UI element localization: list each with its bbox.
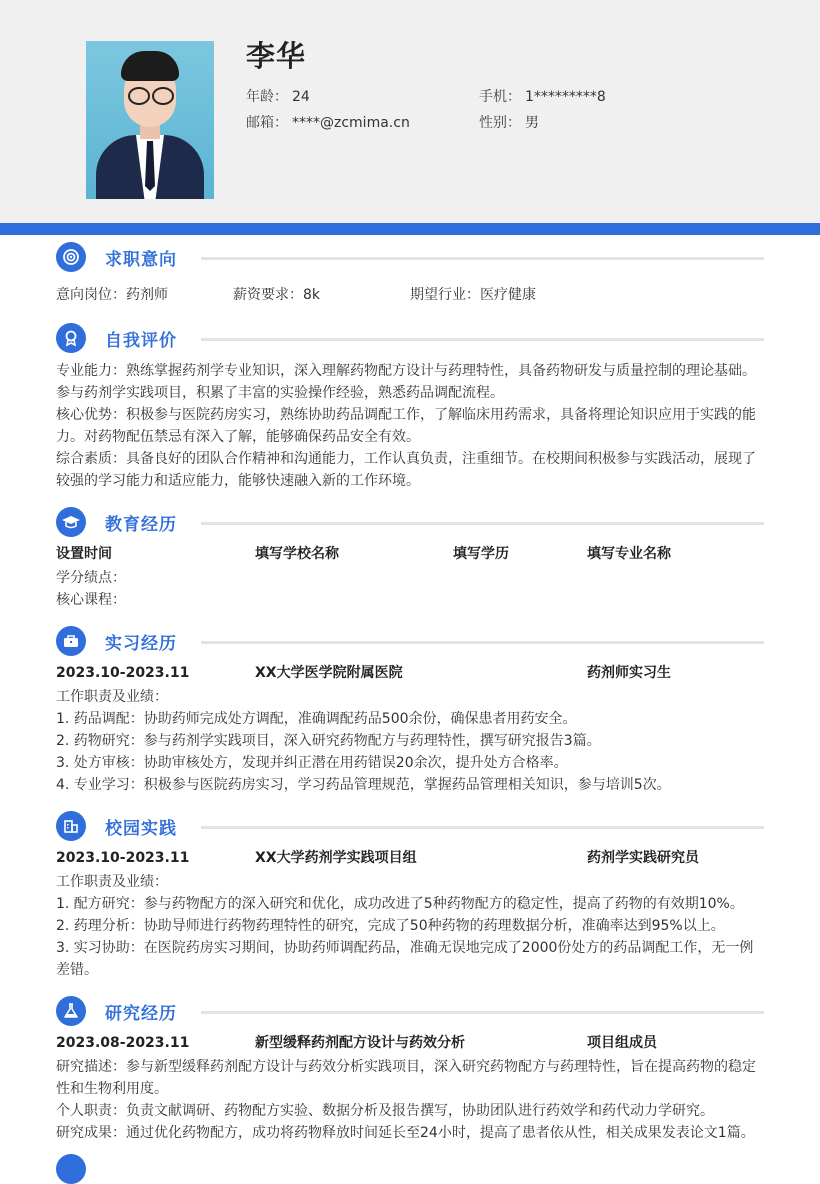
campus-time: 2023.10-2023.11 <box>56 850 190 866</box>
edu-degree: 填写学历 <box>453 546 509 562</box>
email-field: 邮箱： ****@zcmima.cn <box>246 115 410 131</box>
edu-courses: 核心课程： <box>56 592 126 608</box>
intern-role: 药剂师实习生 <box>587 665 671 681</box>
badge-icon <box>56 323 86 353</box>
divider <box>201 338 764 341</box>
building-icon <box>56 811 86 841</box>
campus-item: 1. 配方研究：参与药物配方的深入研究和优化，成功改进了5种药物配方的稳定性，提高了药物的有效期10%。 <box>56 896 744 912</box>
section-title: 实习经历 <box>105 634 177 654</box>
intern-item: 3. 处方审核：协助审核处方，发现并纠正潜在用药错误20余次，提升处方合格率。 <box>56 755 568 771</box>
intern-time: 2023.10-2023.11 <box>56 665 190 681</box>
next-section-icon <box>56 1154 86 1184</box>
intent-industry: 期望行业：医疗健康 <box>410 287 536 303</box>
campus-role: 药剂学实践研究员 <box>587 850 699 866</box>
research-item: 研究描述：参与新型缓释药剂配方设计与药效分析实践项目，深入研究药物配方与药理特性，旨在提高药物的稳定性和生物利用度。 <box>56 1059 756 1097</box>
edu-time: 设置时间 <box>56 546 112 562</box>
section-internship <box>56 626 764 656</box>
campus-org: XX大学药剂学实践项目组 <box>255 850 417 866</box>
section-education <box>56 507 764 537</box>
profile-photo <box>86 41 214 199</box>
profile-header <box>0 0 820 223</box>
campus-item: 2. 药理分析：协助导师进行药物药理特性的研究，完成了50种药物的药理数据分析，准确率达到95%以上。 <box>56 918 725 934</box>
intern-item: 1. 药品调配：协助药师完成处方调配，准确调配药品500余份，确保患者用药安全。 <box>56 711 577 727</box>
intern-item: 4. 专业学习：积极参与医院药房实习，学习药品管理规范，掌握药品管理相关知识，参与培训5次。 <box>56 777 671 793</box>
gender-field: 性别： 男 <box>479 115 539 131</box>
edu-gpa: 学分绩点： <box>56 570 126 586</box>
section-self-eval <box>56 323 764 353</box>
research-item: 研究成果：通过优化药物配方，成功将药物释放时间延长至24小时，提高了患者依从性，相关成果发表论文1篇。 <box>56 1125 755 1141</box>
intent-position: 意向岗位：药剂师 <box>56 287 168 303</box>
research-role: 项目组成员 <box>587 1035 657 1051</box>
briefcase-icon <box>56 626 86 656</box>
target-icon <box>56 242 86 272</box>
section-title: 求职意向 <box>105 250 177 270</box>
self-eval-item: 核心优势：积极参与医院药房实习，熟练协助药品调配工作，了解临床用药需求，具备将理论知识应用于实践的能力。对药物配伍禁忌有深入了解，能够确保药品安全有效。 <box>56 407 756 445</box>
section-title: 自我评价 <box>105 331 177 351</box>
divider <box>201 1011 764 1014</box>
divider <box>201 522 764 525</box>
graduation-cap-icon <box>56 507 86 537</box>
intent-salary: 薪资要求：8k <box>233 287 321 303</box>
age-field: 年龄： 24 <box>246 89 310 105</box>
self-eval-item: 综合素质：具备良好的团队合作精神和沟通能力，工作认真负责，注重细节。在校期间积极参与实践活动，展现了较强的学习能力和适应能力，能够快速融入新的工作环境。 <box>56 451 756 489</box>
campus-item: 3. 实习协助：在医院药房实习期间，协助药师调配药品，准确无误地完成了2000份处方的药品调配工作，无一例差错。 <box>56 940 754 978</box>
section-title: 研究经历 <box>105 1004 177 1024</box>
divider <box>201 257 764 260</box>
edu-school: 填写学校名称 <box>255 546 339 562</box>
phone-field: 手机： 1*********8 <box>479 89 606 105</box>
campus-duty-label: 工作职责及业绩： <box>56 874 168 890</box>
section-title: 教育经历 <box>105 515 177 535</box>
edu-major: 填写专业名称 <box>587 546 671 562</box>
flask-icon <box>56 996 86 1026</box>
research-project: 新型缓释药剂配方设计与药效分析 <box>255 1035 465 1051</box>
section-research <box>56 996 764 1026</box>
intern-duty-label: 工作职责及业绩： <box>56 689 168 705</box>
intern-org: XX大学医学院附属医院 <box>255 665 403 681</box>
section-intent <box>56 242 764 272</box>
accent-bar <box>0 223 820 235</box>
section-title: 校园实践 <box>105 819 177 839</box>
research-item: 个人职责：负责文献调研、药物配方实验、数据分析及报告撰写，协助团队进行药效学和药代动力学研究。 <box>56 1103 714 1119</box>
profile-name: 李华 <box>246 39 307 73</box>
intern-item: 2. 药物研究：参与药剂学实践项目，深入研究药物配方与药理特性，撰写研究报告3篇。 <box>56 733 601 749</box>
research-time: 2023.08-2023.11 <box>56 1035 190 1051</box>
divider <box>201 641 764 644</box>
self-eval-item: 专业能力：熟练掌握药剂学专业知识，深入理解药物配方设计与药理特性，具备药物研发与质量控制的理论基础。参与药剂学实践项目，积累了丰富的实验操作经验，熟悉药品调配流程。 <box>56 363 756 401</box>
section-campus <box>56 811 764 841</box>
divider <box>201 826 764 829</box>
